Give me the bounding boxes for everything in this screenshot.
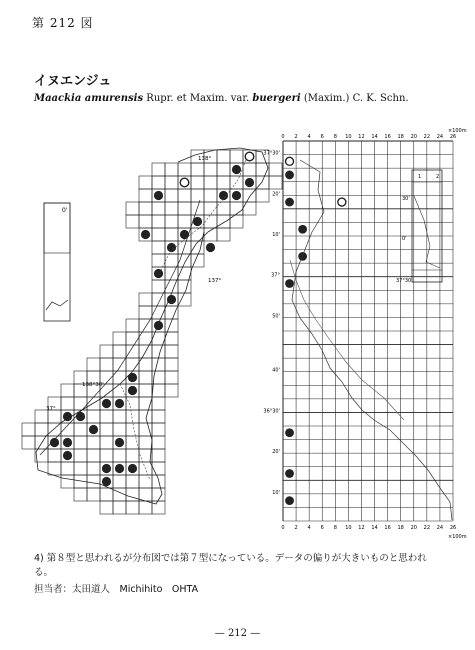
map-grid-cell bbox=[152, 241, 165, 254]
map-grid-cell bbox=[22, 436, 35, 449]
inset-coast bbox=[46, 300, 68, 310]
map-grid-cell bbox=[139, 189, 152, 202]
map-grid-cell bbox=[165, 163, 178, 176]
occurrence-dot bbox=[115, 438, 124, 447]
map-grid-cell bbox=[152, 358, 165, 371]
x-tick-label-bottom: 16 bbox=[384, 525, 391, 531]
x-tick-label-bottom: 24 bbox=[436, 525, 444, 531]
x-tick-label-bottom: 6 bbox=[320, 525, 324, 531]
map-grid-cell bbox=[48, 462, 61, 475]
map-grid-cell bbox=[230, 150, 243, 163]
map-grid-cell bbox=[126, 475, 139, 488]
map-grid-cell bbox=[87, 449, 100, 462]
map-grid-cell bbox=[100, 345, 113, 358]
map-grid-cell bbox=[126, 319, 139, 332]
map-grid-cell bbox=[35, 423, 48, 436]
occurrence-dot bbox=[219, 191, 228, 200]
map-grid-cell bbox=[113, 449, 126, 462]
map-grid-cell bbox=[204, 202, 217, 215]
map-grid-cell bbox=[152, 202, 165, 215]
profile-open-point bbox=[338, 198, 346, 206]
y-tick-label: 50' bbox=[272, 313, 280, 320]
map-grid-cell bbox=[126, 215, 139, 228]
x-tick-label-top: 22 bbox=[423, 134, 431, 140]
footnote: 4) 第８型と思われるが分布図では第７型になっている。データの偏りが大きいものと思われる。 bbox=[34, 553, 427, 578]
map-grid-cell bbox=[204, 189, 217, 202]
x-tick-label-bottom: 12 bbox=[358, 525, 365, 531]
variety-name: buergeri bbox=[252, 93, 301, 104]
map-grid-cell bbox=[126, 332, 139, 345]
map-grid-cell bbox=[204, 215, 217, 228]
map-grid-cell bbox=[217, 228, 230, 241]
profile-point bbox=[285, 198, 294, 207]
map-grid-cell bbox=[230, 176, 243, 189]
x-tick-label-top: 26 bbox=[449, 134, 457, 140]
map-grid-cell bbox=[191, 189, 204, 202]
x-tick-label-bottom: 8 bbox=[333, 525, 337, 531]
x-tick-label-bottom: 14 bbox=[371, 525, 378, 531]
map-grid-cell bbox=[100, 436, 113, 449]
map-grid-cell bbox=[61, 462, 74, 475]
x-tick-label-top: 0 bbox=[281, 134, 285, 140]
x-tick-label-top: 8 bbox=[333, 134, 337, 140]
map-grid-cell bbox=[100, 449, 113, 462]
map-grid-cell bbox=[139, 501, 152, 514]
map-grid-cell bbox=[165, 215, 178, 228]
y-tick-label: 36°30' bbox=[263, 408, 280, 415]
map-grid-cell bbox=[152, 397, 165, 410]
x-unit-bottom: ×100m bbox=[448, 534, 467, 540]
longitude-label: 138° bbox=[198, 156, 212, 162]
species-title-japanese: イヌエンジュ bbox=[34, 74, 112, 89]
occurrence-dot bbox=[245, 178, 254, 187]
x-tick-label-bottom: 0 bbox=[281, 525, 285, 531]
authority-2: (Maxim.) C. K. Schn. bbox=[303, 93, 409, 104]
map-grid-cell bbox=[113, 410, 126, 423]
occurrence-dot bbox=[232, 165, 241, 174]
profile-x-tick-labels bbox=[281, 134, 456, 531]
profile-point bbox=[285, 428, 294, 437]
occurrence-dot bbox=[115, 464, 124, 473]
map-grid-cell bbox=[152, 384, 165, 397]
map-grid-cell bbox=[126, 501, 139, 514]
x-unit-top: ×100m bbox=[448, 128, 467, 134]
occurrence-dot bbox=[154, 321, 163, 330]
map-grid-cell bbox=[100, 423, 113, 436]
occurrence-dot bbox=[232, 191, 241, 200]
x-tick-label-top: 18 bbox=[397, 134, 404, 140]
x-tick-label-bottom: 22 bbox=[423, 525, 431, 531]
map-grid-cell bbox=[243, 202, 256, 215]
y-tick-label: 37°30' bbox=[263, 150, 280, 157]
occurrence-dot bbox=[102, 464, 111, 473]
map-grid-cell bbox=[139, 410, 152, 423]
x-tick-label-bottom: 26 bbox=[449, 525, 457, 531]
map-grid-cell bbox=[139, 488, 152, 501]
x-tick-label-bottom: 20 bbox=[410, 525, 417, 531]
map-grid-cell bbox=[74, 462, 87, 475]
figure-label: 第 212 図 bbox=[32, 16, 94, 30]
map-grid-cell bbox=[152, 501, 165, 514]
map-grid-cell bbox=[61, 475, 74, 488]
occurrence-dot bbox=[102, 399, 111, 408]
x-tick-label-top: 6 bbox=[320, 134, 324, 140]
map-grid-cell bbox=[126, 202, 139, 215]
distribution-map-grid bbox=[22, 150, 282, 514]
y-tick-label: 37° bbox=[271, 272, 280, 279]
map-grid-cell bbox=[152, 280, 165, 293]
map-grid-cell bbox=[87, 488, 100, 501]
map-grid-cell bbox=[178, 215, 191, 228]
x-tick-label-bottom: 18 bbox=[397, 525, 404, 531]
map-grid-cell bbox=[139, 371, 152, 384]
map-grid-cell bbox=[139, 202, 152, 215]
map-grid-cell bbox=[48, 449, 61, 462]
map-grid-cell bbox=[165, 358, 178, 371]
inset-tick-label: 1 bbox=[418, 174, 422, 180]
map-grid-cell bbox=[139, 319, 152, 332]
map-grid-cell bbox=[152, 423, 165, 436]
profile-chart-grid bbox=[283, 141, 453, 521]
altitude-profile-line-2 bbox=[290, 260, 404, 420]
map-grid-cell bbox=[152, 176, 165, 189]
occurrence-dot bbox=[154, 191, 163, 200]
latitude-label: 37° bbox=[46, 406, 56, 412]
map-grid-cell bbox=[61, 397, 74, 410]
x-tick-label-top: 2 bbox=[294, 134, 298, 140]
x-tick-label-top: 14 bbox=[371, 134, 378, 140]
genus-species: Maackia amurensis bbox=[34, 93, 144, 104]
inset-tick-label: 30' bbox=[402, 196, 410, 202]
map-grid-cell bbox=[139, 475, 152, 488]
map-grid-cell bbox=[256, 189, 269, 202]
map-grid-cell bbox=[113, 475, 126, 488]
inset-tick-label: 37°30' bbox=[396, 278, 413, 284]
occurrence-dot bbox=[115, 399, 124, 408]
map-grid-cell bbox=[139, 176, 152, 189]
occurrence-dot bbox=[89, 425, 98, 434]
map-grid-cell bbox=[152, 254, 165, 267]
map-grid-cell bbox=[165, 189, 178, 202]
x-tick-label-bottom: 2 bbox=[294, 525, 298, 531]
map-grid-cell bbox=[126, 397, 139, 410]
x-tick-label-bottom: 4 bbox=[307, 525, 311, 531]
map-grid-cell bbox=[126, 449, 139, 462]
map-grid-cell bbox=[178, 202, 191, 215]
map-grid-cell bbox=[139, 384, 152, 397]
occurrence-dot bbox=[167, 295, 176, 304]
profile-point bbox=[298, 225, 307, 234]
map-grid-cell bbox=[152, 228, 165, 241]
profile-point bbox=[285, 279, 294, 288]
map-grid-cell bbox=[204, 163, 217, 176]
map-grid-cell bbox=[22, 423, 35, 436]
occurrence-dot bbox=[63, 451, 72, 460]
inset-label: 0' bbox=[62, 207, 68, 214]
y-tick-label: 10' bbox=[272, 232, 280, 238]
map-grid-cell bbox=[165, 345, 178, 358]
map-grid-cell bbox=[165, 306, 178, 319]
map-grid-cell bbox=[217, 163, 230, 176]
page-number: — 212 — bbox=[214, 628, 261, 639]
occurrence-dot bbox=[206, 243, 215, 252]
map-grid-cell bbox=[139, 215, 152, 228]
map-grid-cell bbox=[152, 345, 165, 358]
occurrence-dot bbox=[141, 230, 150, 239]
map-grid-cell bbox=[100, 410, 113, 423]
occurrence-dot bbox=[128, 464, 137, 473]
map-grid-cell bbox=[61, 384, 74, 397]
map-grid-cell bbox=[74, 449, 87, 462]
map-grid-cell bbox=[87, 475, 100, 488]
profile-point bbox=[285, 469, 294, 478]
map-grid-cell bbox=[165, 267, 178, 280]
author-line: 担当者：太田道人 Michihito OHTA bbox=[34, 584, 199, 595]
profile-point bbox=[285, 171, 294, 180]
y-tick-label: 20' bbox=[272, 449, 280, 456]
map-grid-cell bbox=[217, 215, 230, 228]
profile-inset-labels bbox=[396, 174, 439, 284]
longitude-label: 138°30' bbox=[82, 382, 104, 388]
map-grid-cell bbox=[178, 189, 191, 202]
x-tick-label-top: 20 bbox=[410, 134, 417, 140]
longitude-label: 137° bbox=[208, 278, 222, 284]
occurrence-dot bbox=[128, 386, 137, 395]
map-grid-cell bbox=[165, 176, 178, 189]
map-grid-cell bbox=[269, 176, 282, 189]
inset-tick-label: 2 bbox=[436, 174, 440, 180]
map-grid-cell bbox=[74, 488, 87, 501]
profile-point bbox=[285, 496, 294, 505]
map-grid-cell bbox=[74, 423, 87, 436]
map-grid-cell bbox=[87, 410, 100, 423]
occurrence-open-dot bbox=[245, 152, 254, 161]
profile-y-tick-labels bbox=[263, 151, 280, 496]
map-grid-cell bbox=[87, 436, 100, 449]
map-grid-cell bbox=[243, 163, 256, 176]
occurrence-dot bbox=[63, 438, 72, 447]
map-grid-cell bbox=[152, 215, 165, 228]
map-grid-cell bbox=[217, 150, 230, 163]
map-grid-cell bbox=[152, 436, 165, 449]
y-tick-label: 10' bbox=[272, 489, 280, 496]
map-grid-cell bbox=[152, 449, 165, 462]
y-tick-label: 20' bbox=[272, 191, 280, 198]
map-grid-cell bbox=[126, 423, 139, 436]
x-tick-label-top: 16 bbox=[384, 134, 391, 140]
map-grid-cell bbox=[100, 358, 113, 371]
altitude-profile-line bbox=[292, 160, 452, 520]
x-tick-label-top: 10 bbox=[345, 134, 352, 140]
x-tick-label-top: 4 bbox=[307, 134, 311, 140]
map-grid-cell bbox=[126, 488, 139, 501]
map-grid-cell bbox=[165, 384, 178, 397]
map-grid-cell bbox=[152, 163, 165, 176]
map-grid-cell bbox=[152, 410, 165, 423]
x-tick-label-top: 12 bbox=[358, 134, 365, 140]
occurrence-dot bbox=[154, 269, 163, 278]
occurrence-dot bbox=[102, 477, 111, 486]
y-tick-label: 40' bbox=[272, 367, 280, 374]
map-grid-cell bbox=[61, 423, 74, 436]
map-grid-cell bbox=[87, 358, 100, 371]
map-grid-cell bbox=[100, 488, 113, 501]
map-grid-cell bbox=[113, 384, 126, 397]
map-grid-cell bbox=[139, 436, 152, 449]
map-grid-cell bbox=[178, 293, 191, 306]
map-grid-cell bbox=[269, 163, 282, 176]
occurrence-open-dot bbox=[180, 178, 189, 187]
x-tick-label-top: 24 bbox=[436, 134, 444, 140]
map-grid-cell bbox=[165, 254, 178, 267]
map-grid-cell bbox=[74, 436, 87, 449]
map-grid-cell bbox=[152, 462, 165, 475]
inset-tick-label: 0' bbox=[402, 236, 407, 242]
map-grid-cell bbox=[191, 163, 204, 176]
map-grid-cell bbox=[204, 176, 217, 189]
map-grid-cell bbox=[113, 332, 126, 345]
x-tick-label-bottom: 10 bbox=[345, 525, 352, 531]
map-grid-cell bbox=[139, 293, 152, 306]
authority-1: Rupr. et Maxim. var. bbox=[146, 93, 250, 104]
map-grid-cell bbox=[139, 306, 152, 319]
map-grid-cell bbox=[113, 501, 126, 514]
profile-open-point bbox=[286, 157, 294, 165]
map-grid-cell bbox=[165, 371, 178, 384]
occurrence-dot bbox=[193, 217, 202, 226]
map-grid-cell bbox=[113, 423, 126, 436]
map-grid-cell bbox=[113, 345, 126, 358]
map-grid-cell bbox=[100, 501, 113, 514]
map-grid-cell bbox=[87, 462, 100, 475]
map-grid-cell bbox=[165, 228, 178, 241]
inset-frame bbox=[44, 203, 70, 321]
map-grid-cell bbox=[217, 202, 230, 215]
map-grid-cell bbox=[165, 202, 178, 215]
map-grid-cell bbox=[152, 293, 165, 306]
map-grid-cell bbox=[152, 488, 165, 501]
map-grid-cell bbox=[217, 176, 230, 189]
map-grid-cell bbox=[230, 202, 243, 215]
map-grid-cell bbox=[191, 176, 204, 189]
map-grid-cell bbox=[178, 280, 191, 293]
map-grid-cell bbox=[178, 163, 191, 176]
